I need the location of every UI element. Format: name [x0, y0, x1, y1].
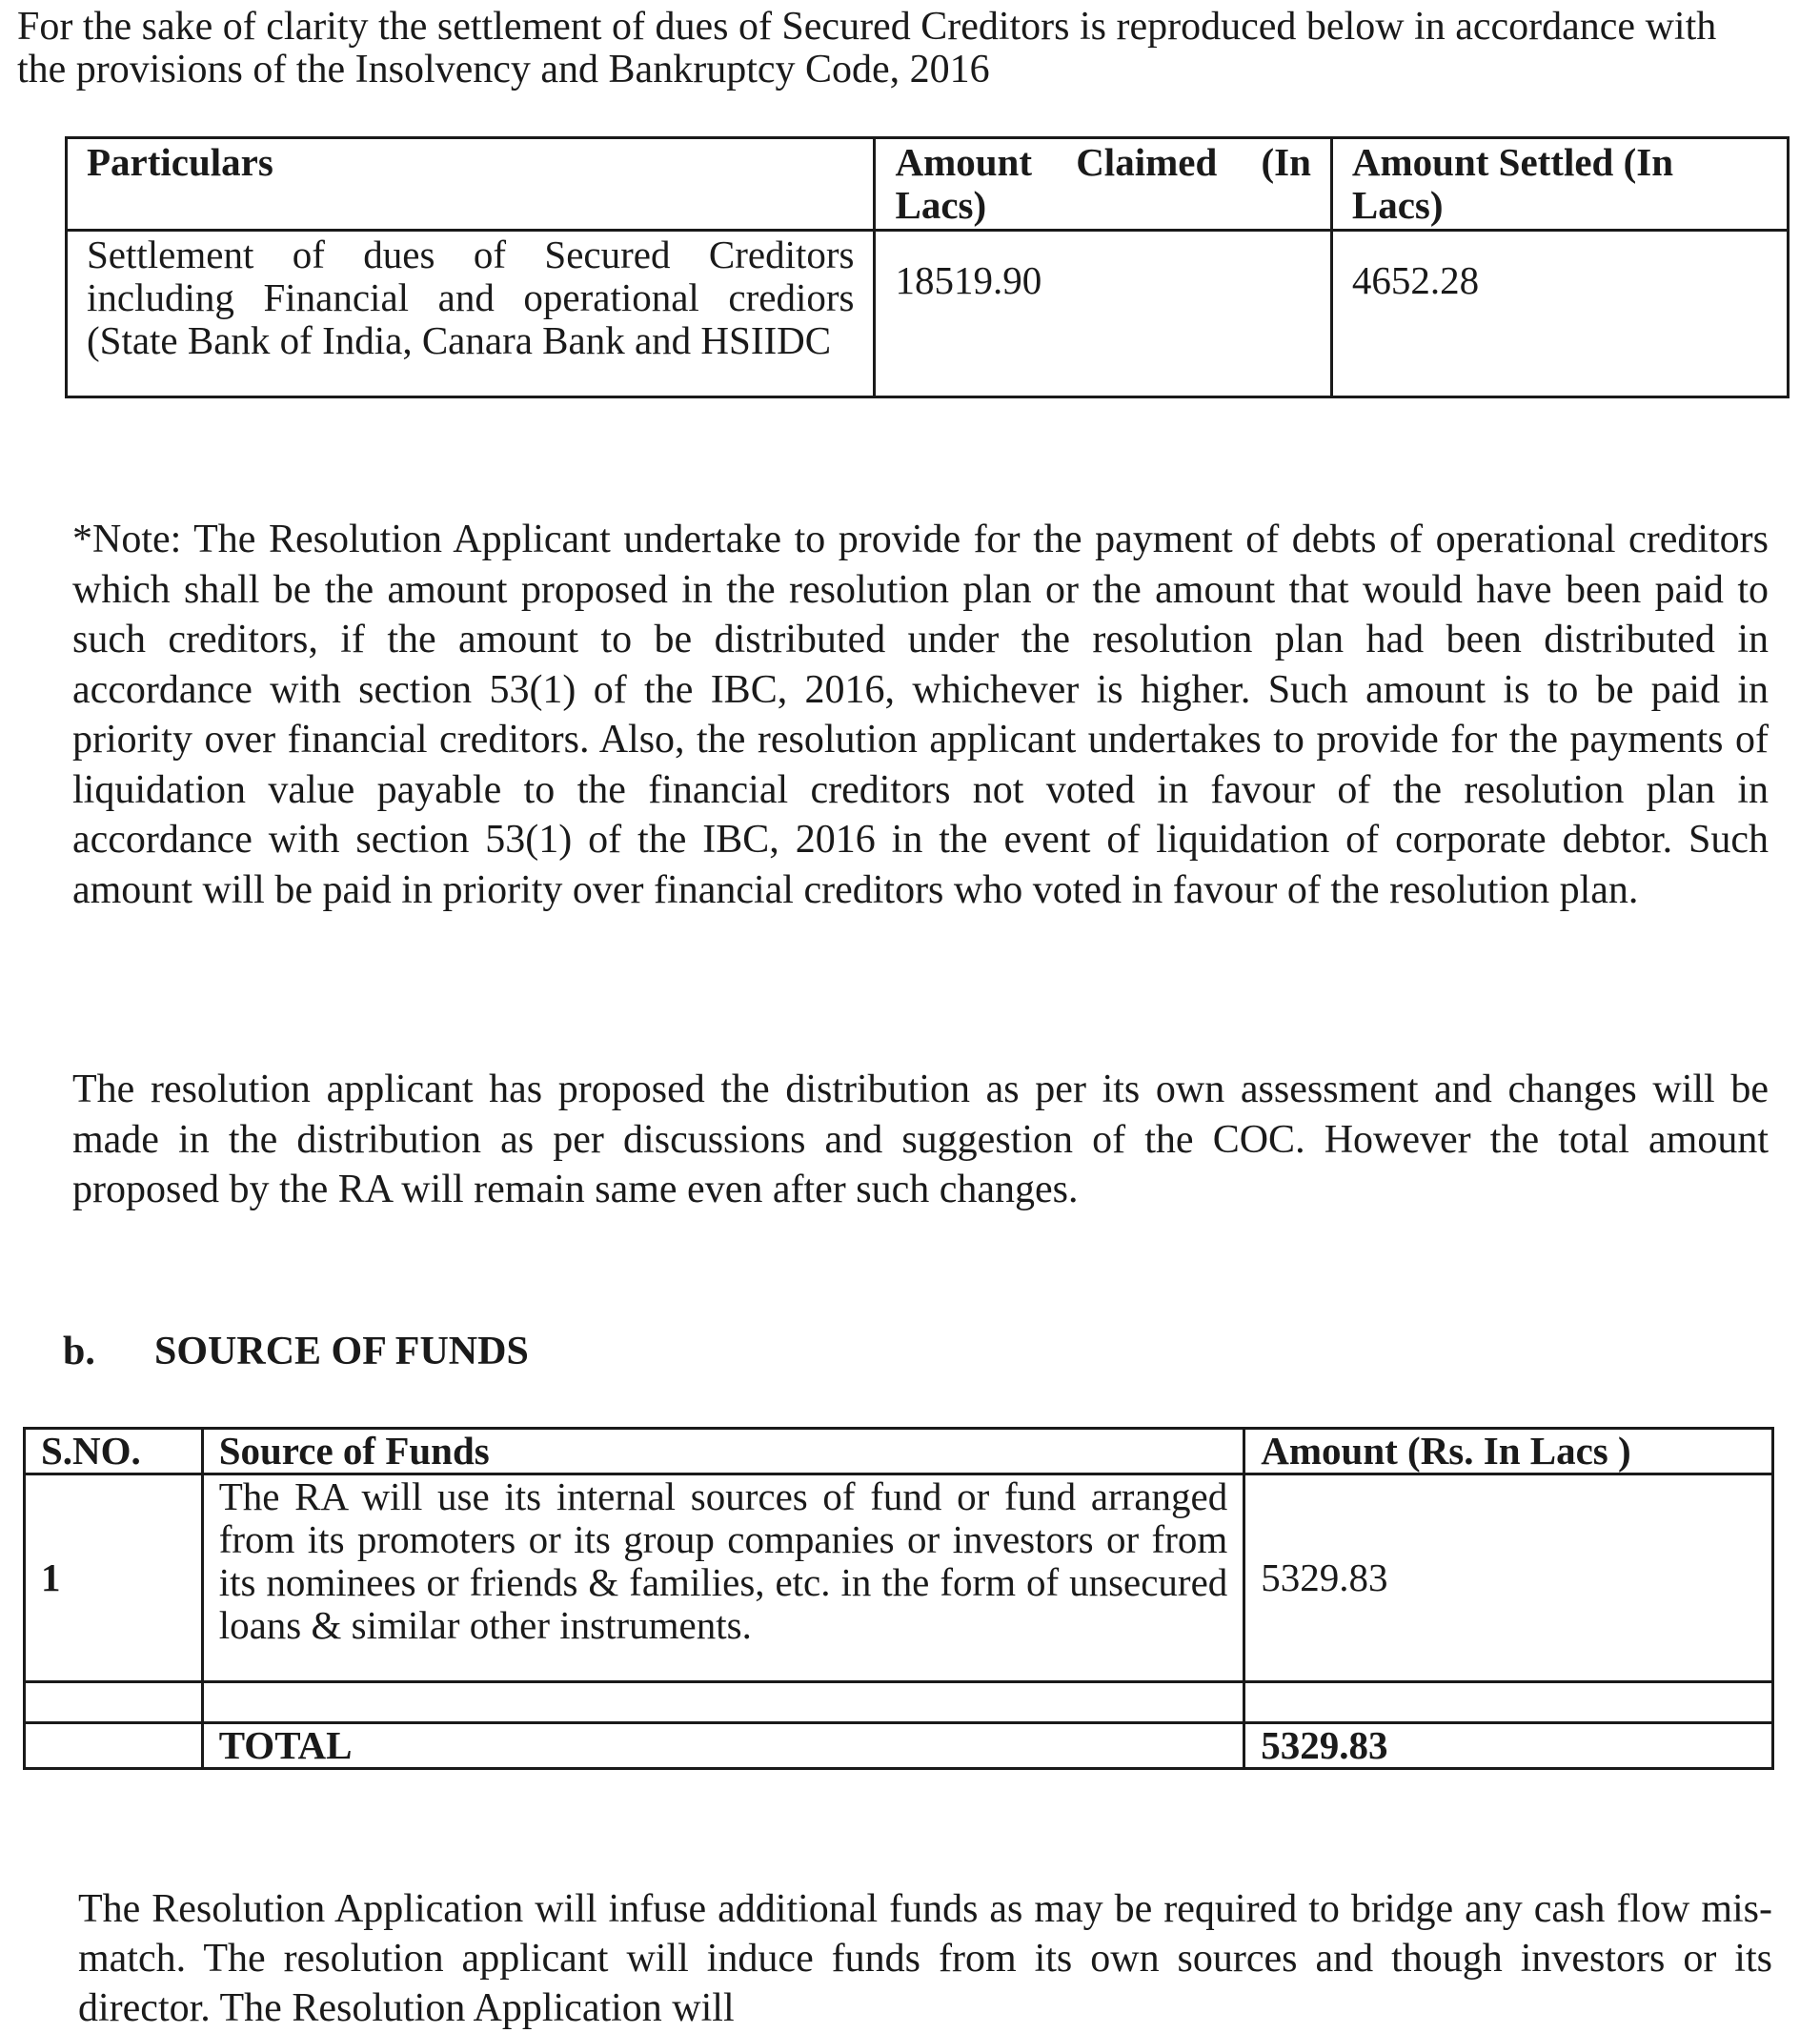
header-amount-claimed: Amount Claimed (In Lacs): [875, 138, 1331, 231]
table-total-row: [25, 1723, 1773, 1769]
section-marker: b.: [63, 1330, 95, 1373]
distribution-paragraph: The resolution applicant has proposed the distribution as per its own assessment and changes will be made in the distribution as per discussions and suggestion of the COC. However the total amount proposed by the RA will remain same even after such changes.: [72, 1067, 1769, 1211]
note-paragraph: *Note: The Resolution Applicant undertake to provide for the payment of debts of operational creditors which shall be the amount proposed in the resolution plan or the amount that would have been paid to such creditors, if the amount to be distributed under the resolution plan had been distributed in accordance with section 53(1) of the IBC, 2016, whichever is higher. Such amount is to be paid in priority over financial creditors. Also, the resolution applicant undertakes to provide for the payments of liquidation value payable to the financial creditors not voted in favour of the resolution plan in accordance with section 53(1) of the IBC, 2016 in the event of liquidation of corporate debtor. Such amount will be paid in priority over financial creditors who voted in favour of the resolution plan.: [72, 518, 1769, 912]
cell-particulars: Settlement of dues of Secured Creditors including Financial and operational crediors (State Bank of India, Canara Bank and HSIIDC: [67, 231, 875, 397]
header-source-of-funds: Source of Funds: [202, 1429, 1244, 1474]
cell-amount-settled: 4652.28: [1331, 231, 1788, 397]
total-amount: 5329.83: [1244, 1723, 1773, 1769]
cell-amount-claimed: 18519.90: [875, 231, 1331, 397]
header-sno: S.NO.: [25, 1429, 203, 1474]
section-heading: [63, 1329, 529, 1374]
cell-sno: 1: [25, 1474, 203, 1682]
source-of-funds-table: [23, 1427, 1774, 1770]
header-particulars: Particulars: [67, 138, 875, 231]
total-label: TOTAL: [202, 1723, 1244, 1769]
cell-empty: [1244, 1682, 1773, 1723]
intro-text: For the sake of clarity the settlement of dues of Secured Creditors is reproduced below in accordance with the provisions of the Insolvency and Bankruptcy Code, 2016: [17, 5, 1717, 91]
section-title: SOURCE OF FUNDS: [154, 1330, 529, 1373]
cell-source: The RA will use its internal sources of fund or fund arranged from its promoters or its group companies or investors or from its nominees or friends & families, etc. in the form of unsecured loans & similar other instruments.: [202, 1474, 1244, 1682]
cell-empty: [25, 1682, 203, 1723]
closing-paragraph: The Resolution Application will infuse additional funds as may be required to bridge any cash flow mis-match. The resolution applicant will induce funds from its own sources and though investors or its director. The Resolution Application will: [78, 1887, 1772, 2030]
table-row: [25, 1474, 1773, 1682]
header-amount-settled: Amount Settled (In Lacs): [1331, 138, 1788, 231]
header-amount: Amount (Rs. In Lacs ): [1244, 1429, 1773, 1474]
secured-creditors-table: [65, 136, 1790, 398]
table-header-row: [25, 1429, 1773, 1474]
cell-total-blank: [25, 1723, 203, 1769]
table-header-row: [67, 138, 1789, 231]
cell-amount: 5329.83: [1244, 1474, 1773, 1682]
table-row-empty: [25, 1682, 1773, 1723]
cell-empty: [202, 1682, 1244, 1723]
table-row: [67, 231, 1789, 397]
